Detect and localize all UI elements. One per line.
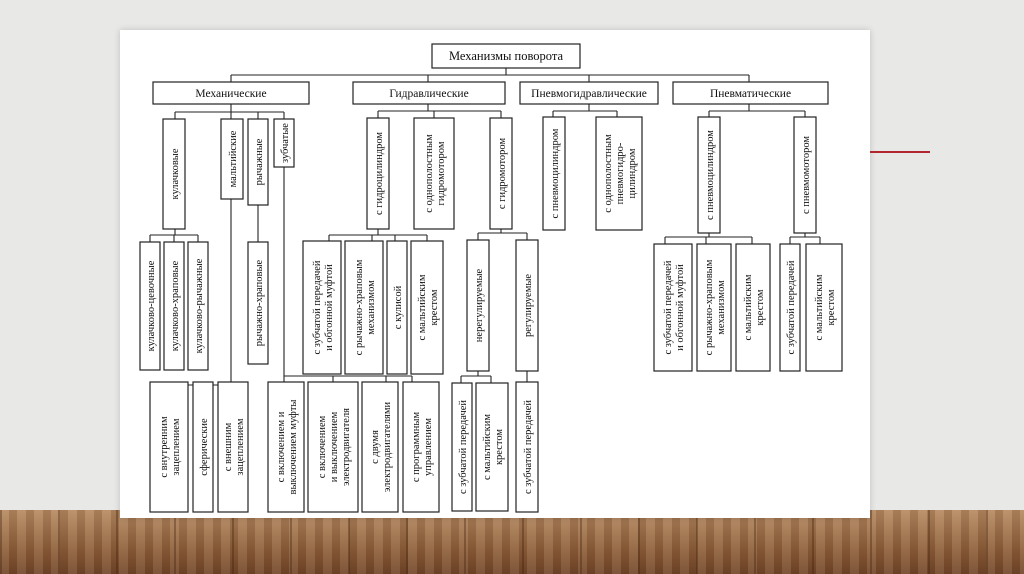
hydro-cyl-rocker: [387, 241, 407, 374]
maltese-external-line: с внешним: [223, 422, 234, 472]
mech-gear-line: зубчатые: [280, 123, 291, 163]
maltese-internal-line: зацеплением: [171, 418, 182, 476]
hydro-regulated-label: [523, 274, 534, 337]
hydro-motor-label: [497, 138, 508, 210]
gear-motor-switch-label: [317, 408, 352, 486]
category-mechanical-label: Механические: [195, 88, 267, 100]
gear-motor-switch-line: с включением: [317, 415, 328, 479]
pn-cylinder: [698, 117, 720, 233]
mech-maltese-header-label: [228, 130, 239, 187]
gear-motor-switch-line: и выключением: [329, 411, 340, 483]
pn-cyl-maltese-line: крестом: [755, 289, 766, 326]
unreg-maltese: [476, 383, 508, 511]
category-mechanical: [153, 82, 309, 104]
maltese-external-label: [223, 418, 246, 476]
category-hydraulic: [353, 82, 505, 104]
maltese-internal-line: с внутренним: [159, 416, 170, 478]
category-hydraulic-label: Гидравлические: [389, 88, 469, 100]
gear-motor-switch: [308, 382, 358, 512]
pnh-single-cavity-line: пневмогидро-: [615, 142, 626, 205]
gear-program-line: с программным: [411, 411, 422, 483]
pn-cyl-ratchet-line: механизмом: [716, 280, 727, 335]
pnh-single-cavity-line: с однополостным: [603, 134, 614, 213]
hydro-single-cavity-line: гидромотором: [436, 141, 447, 206]
pn-motor-label: [801, 136, 812, 214]
mech-gear-label: [280, 123, 291, 163]
mech-maltese-header-line: мальтийские: [228, 130, 239, 188]
category-pneumohydraulic: [520, 82, 658, 104]
hydro-single-cavity-line: с однополостным: [424, 134, 435, 213]
cam-subtype-lever-label: [194, 258, 205, 353]
hydro-single-cavity-label: [424, 134, 447, 213]
pn-motor-gear-label: [786, 260, 797, 354]
maltese-spherical-line: сферические: [199, 418, 210, 476]
hydro-cyl-maltese-line: крестом: [429, 289, 440, 326]
pn-motor: [794, 117, 816, 233]
unreg-gear: [452, 383, 472, 511]
reg-gear-line: с зубчатой передачей: [523, 399, 534, 495]
hydro-cyl-ratchet-line: механизмом: [366, 280, 377, 335]
mech-gear: [274, 119, 294, 167]
hydro-unregulated-label: [474, 268, 485, 342]
hydro-cyl-gear-clutch: [303, 241, 341, 374]
pn-motor-maltese-line: с мальтийским: [814, 274, 825, 341]
hydro-single-cavity: [414, 118, 454, 229]
unreg-maltese-line: крестом: [494, 428, 505, 466]
reg-gear-label: [523, 400, 534, 494]
pn-motor-gear-line: с зубчатой передачей: [786, 260, 797, 355]
cam-subtype-pin-line: кулачково-цевочные: [146, 260, 157, 352]
mech-cam-label: [170, 148, 181, 199]
lever-subtype-ratchet-label: [254, 259, 265, 346]
cam-subtype-ratchet: [164, 242, 184, 370]
lever-subtype-ratchet: [248, 242, 268, 364]
gear-program-line: управлением: [423, 417, 434, 477]
pn-cyl-gear-clutch-line: с зубчатой передачей: [663, 260, 674, 355]
maltese-spherical: [193, 382, 213, 512]
pn-motor-maltese-line: крестом: [826, 289, 837, 326]
pn-cyl-ratchet-line: с рычажно-храповым: [704, 259, 715, 356]
mech-lever-label: [254, 138, 265, 185]
root-box: [432, 44, 580, 68]
cam-subtype-ratchet-label: [170, 260, 181, 351]
pn-cylinder-line: с пневмоцилиндром: [705, 130, 716, 220]
gear-program: [403, 382, 439, 512]
hydro-cylinder: [367, 118, 389, 229]
hydro-cyl-gear-clutch-line: и обгонной муфтой: [324, 264, 335, 351]
mech-cam-line: кулачковые: [170, 148, 181, 200]
hydro-cyl-rocker-label: [393, 285, 404, 329]
pn-cyl-ratchet: [697, 244, 731, 371]
mech-lever: [248, 119, 268, 205]
cam-subtype-lever: [188, 242, 208, 370]
pn-cyl-gear-clutch-line: и обгонной муфтой: [675, 264, 686, 351]
hydro-motor: [490, 118, 512, 229]
gear-two-motors: [362, 382, 398, 512]
cam-subtype-pin: [140, 242, 160, 370]
hydro-cyl-ratchet: [345, 241, 383, 374]
reg-gear: [516, 382, 538, 512]
gear-motor-switch-line: электродвигателя: [341, 407, 352, 487]
maltese-external-line: зацеплением: [235, 418, 246, 476]
hydro-unregulated-line: нерегулируемые: [474, 268, 485, 343]
lever-subtype-ratchet-line: рычажно-храповые: [254, 259, 265, 347]
pn-cyl-gear-clutch: [654, 244, 692, 371]
pn-cyl-gear-clutch-label: [663, 260, 686, 354]
hydro-cyl-ratchet-line: с рычажно-храповым: [354, 259, 365, 356]
hydro-cylinder-label: [374, 132, 385, 215]
category-pneumatic-label: Пневматические: [709, 88, 792, 100]
pnh-cylinder: [543, 117, 565, 230]
hydro-unregulated: [467, 240, 489, 371]
hydro-cyl-maltese-line: с мальтийским: [417, 274, 428, 341]
maltese-spherical-label: [199, 418, 210, 476]
diagram-boxes: [140, 44, 842, 512]
hydro-cyl-gear-clutch-line: с зубчатой передачей: [312, 260, 323, 355]
hydro-motor-line: с гидромотором: [497, 137, 508, 210]
pn-cylinder-label: [705, 130, 716, 220]
pn-motor-gear: [780, 244, 800, 371]
cam-subtype-pin-label: [146, 260, 157, 351]
gear-program-label: [411, 412, 434, 483]
pnh-cylinder-line: с пневмоцилиндром: [550, 128, 561, 219]
hydro-cyl-gear-clutch-label: [312, 260, 335, 354]
pnh-cylinder-label: [550, 128, 561, 218]
pnh-single-cavity: [596, 117, 642, 230]
hydro-cylinder-line: с гидроцилиндром: [374, 131, 385, 216]
root-box-label: Механизмы поворота: [448, 49, 564, 63]
mech-lever-line: рычажные: [254, 138, 265, 186]
maltese-external: [218, 382, 248, 512]
pn-motor-maltese: [806, 244, 842, 371]
pn-cyl-maltese-line: с мальтийским: [743, 274, 754, 341]
mech-cam: [163, 119, 185, 229]
pnh-single-cavity-line: цилиндром: [627, 148, 638, 199]
gear-two-motors-line: с двумя: [370, 430, 381, 464]
category-pneumohydraulic-label: Пневмогидравлические: [531, 88, 647, 100]
hydro-regulated-line: регулируемые: [523, 273, 534, 338]
maltese-internal: [150, 382, 188, 512]
hydro-cyl-rocker-line: с кулисой: [393, 285, 404, 330]
gear-clutch-line: выключением муфты: [288, 399, 299, 495]
mech-maltese-header: [221, 119, 243, 199]
gear-clutch-label: [276, 400, 299, 495]
gear-two-motors-line: электродвигателями: [382, 401, 393, 493]
cam-subtype-ratchet-line: кулачково-храповые: [170, 260, 181, 352]
hydro-regulated: [516, 240, 538, 371]
pn-motor-line: с пневмомотором: [801, 135, 812, 215]
category-pneumatic: [673, 82, 828, 104]
unreg-maltese-line: с мальтийским: [482, 413, 493, 481]
unreg-gear-line: с зубчатой передачей: [458, 399, 469, 495]
gear-clutch-line: с включением и: [276, 411, 287, 483]
maltese-internal-label: [159, 416, 182, 478]
pn-cyl-maltese: [736, 244, 770, 371]
hydro-cyl-maltese: [411, 241, 443, 374]
gear-clutch: [268, 382, 304, 512]
cam-subtype-lever-line: кулачково-рычажные: [194, 258, 205, 354]
unreg-gear-label: [458, 400, 469, 494]
